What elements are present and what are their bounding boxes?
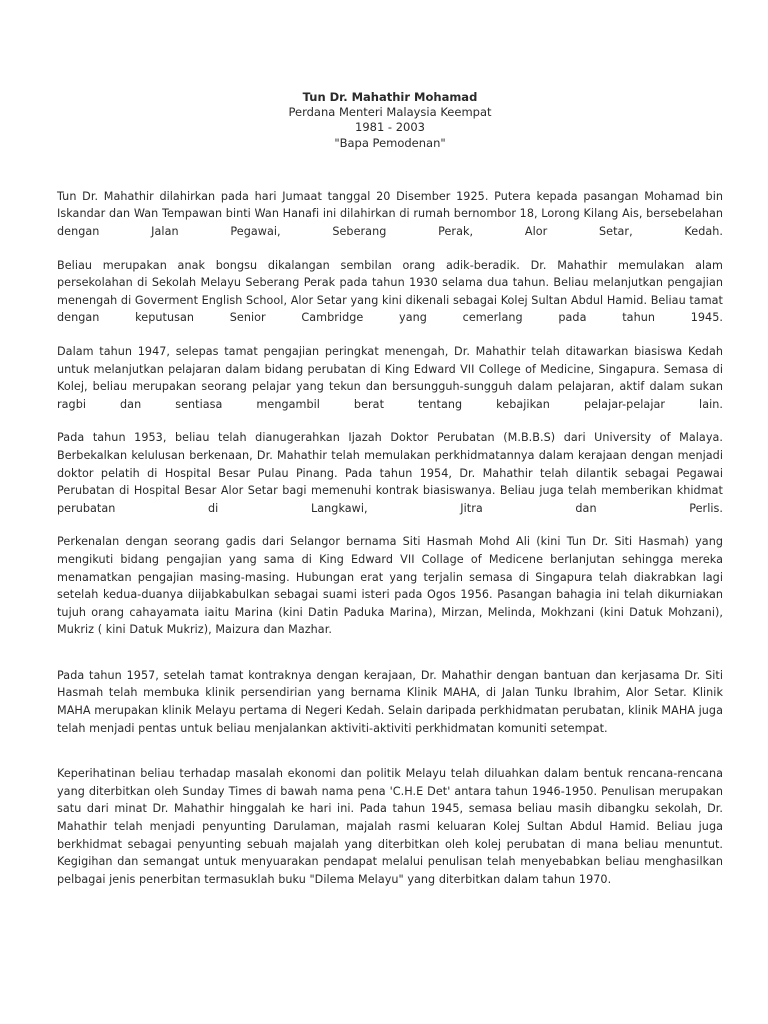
paragraph-college: Dalam tahun 1947, selepas tamat pengajian peringkat menengah, Dr. Mahathir telah ditawarkan biasiswa Kedah untuk melanjutkan pelajaran dalam bidang perubatan di King Edward VII College of Medicine, Singapura. Semasa di Kolej, beliau merupakan seorang pelajar yang tekun dan bersungguh-sungguh dalam pelajaran, aktif dalam sukan ragbi dan sentiasa mengambil berat tentang kebajikan pelajar-pelajar lain. xyxy=(57,344,723,411)
document-page xyxy=(57,90,723,904)
document-heading xyxy=(57,90,723,151)
paragraph-schooling: Beliau merupakan anak bongsu dikalangan sembilan orang adik-beradik. Dr. Mahathir memulakan alam persekolahan di Sekolah Melayu Seberang Perak pada tahun 1930 selama dua tahun. Beliau melanjutkan pengajian menengah di Goverment English School, Alor Setar yang kini dikenali sebagai Kolej Sultan Abdul Hamid. Beliau tamat dengan keputusan Senior Cambridge yang cemerlang pada tahun 1945. xyxy=(57,258,723,325)
paragraph-clinic: Pada tahun 1957, setelah tamat kontraknya dengan kerajaan, Dr. Mahathir dengan bantuan dan kerjasama Dr. Siti Hasmah telah membuka klinik persendirian yang bernama Klinik MAHA, di Jalan Tunku Ibrahim, Alor Setar. Klinik MAHA merupakan klinik Melayu pertama di Negeri Kedah. Selain daripada perkhidmatan perubatan, klinik MAHA juga telah menjadi pentas untuk beliau menjalankan aktiviti-aktiviti perkhidmatan komuniti setempat. xyxy=(57,668,723,735)
paragraph-marriage: Perkenalan dengan seorang gadis dari Selangor bernama Siti Hasmah Mohd Ali (kini Tun Dr. Siti Hasmah) yang mengikuti bidang pengajian yang sama di King Edward VII Collage of Medicene berlanjutan sehingga mereka menamatkan pengajian masing-masing. Hubungan erat yang terjalin semasa di Singapura telah diakrabkan lagi setelah kedua-duanya diijabkabulkan sebagai suami isteri pada Ogos 1956. Pasangan bahagia ini telah dikurniakan tujuh orang cahayamata iaitu Marina (kini Datin Paduka Marina), Mirzan, Melinda, Mokhzani (kini Datuk Mohzani), Mukriz ( kini Datuk Mukriz), Maizura dan Mazhar. xyxy=(57,535,723,637)
paragraph-birth: Tun Dr. Mahathir dilahirkan pada hari Jumaat tanggal 20 Disember 1925. Putera kepada pasangan Mohamad bin Iskandar dan Wan Tempawan binti Wan Hanafi ini dilahirkan di rumah bernombor 18, Lorong Kilang Ais, bersebelahan dengan Jalan Pegawai, Seberang Perak, Alor Setar, Kedah. xyxy=(57,189,723,238)
document-subtitle: Perdana Menteri Malaysia Keempat xyxy=(288,105,492,120)
document-title: Tun Dr. Mahathir Mohamad xyxy=(302,90,478,104)
paragraph-career: Pada tahun 1953, beliau telah dianugerahkan Ijazah Doktor Perubatan (M.B.B.S) dari University of Malaya. Berbekalkan kelulusan berkenaan, Dr. Mahathir telah memulakan perkhidmatannya dalam kerajaan dengan menjadi doktor pelatih di Hospital Besar Pulau Pinang. Pada tahun 1954, Dr. Mahathir telah dilantik sebagai Pegawai Perubatan di Hospital Besar Alor Setar bagi memenuhi kontrak biasiswanya. Beliau juga telah memberikan khidmat perubatan di Langkawi, Jitra dan Perlis. xyxy=(57,431,723,515)
nickname: "Bapa Pemodenan" xyxy=(334,135,446,150)
paragraph-writing: Keperihatinan beliau terhadap masalah ekonomi dan politik Melayu telah diluahkan dalam bentuk rencana-rencana yang diterbitkan oleh Sunday Times di bawah nama pena 'C.H.E Det' antara tahun 1946-1950. Penulisan merupakan satu dari minat Dr. Mahathir hinggalah ke hari ini. Pada tahun 1945, semasa beliau masih dibangku sekolah, Dr. Mahathir telah menjadi penyunting Darulaman, majalah rasmi keluaran Kolej Sultan Abdul Hamid. Beliau juga berkhidmat sebagai penyunting sebuah majalah yang diterbitkan oleh kolej perubatan di mana beliau menuntut. Kegigihan dan semangat untuk menyuarakan pendapat melalui penulisan telah menyebabkan beliau menghasilkan pelbagai jenis penerbitan termasuklah buku "Dilema Melayu" yang diterbitkan dalam tahun 1970. xyxy=(57,767,723,886)
term-years: 1981 - 2003 xyxy=(355,120,425,135)
